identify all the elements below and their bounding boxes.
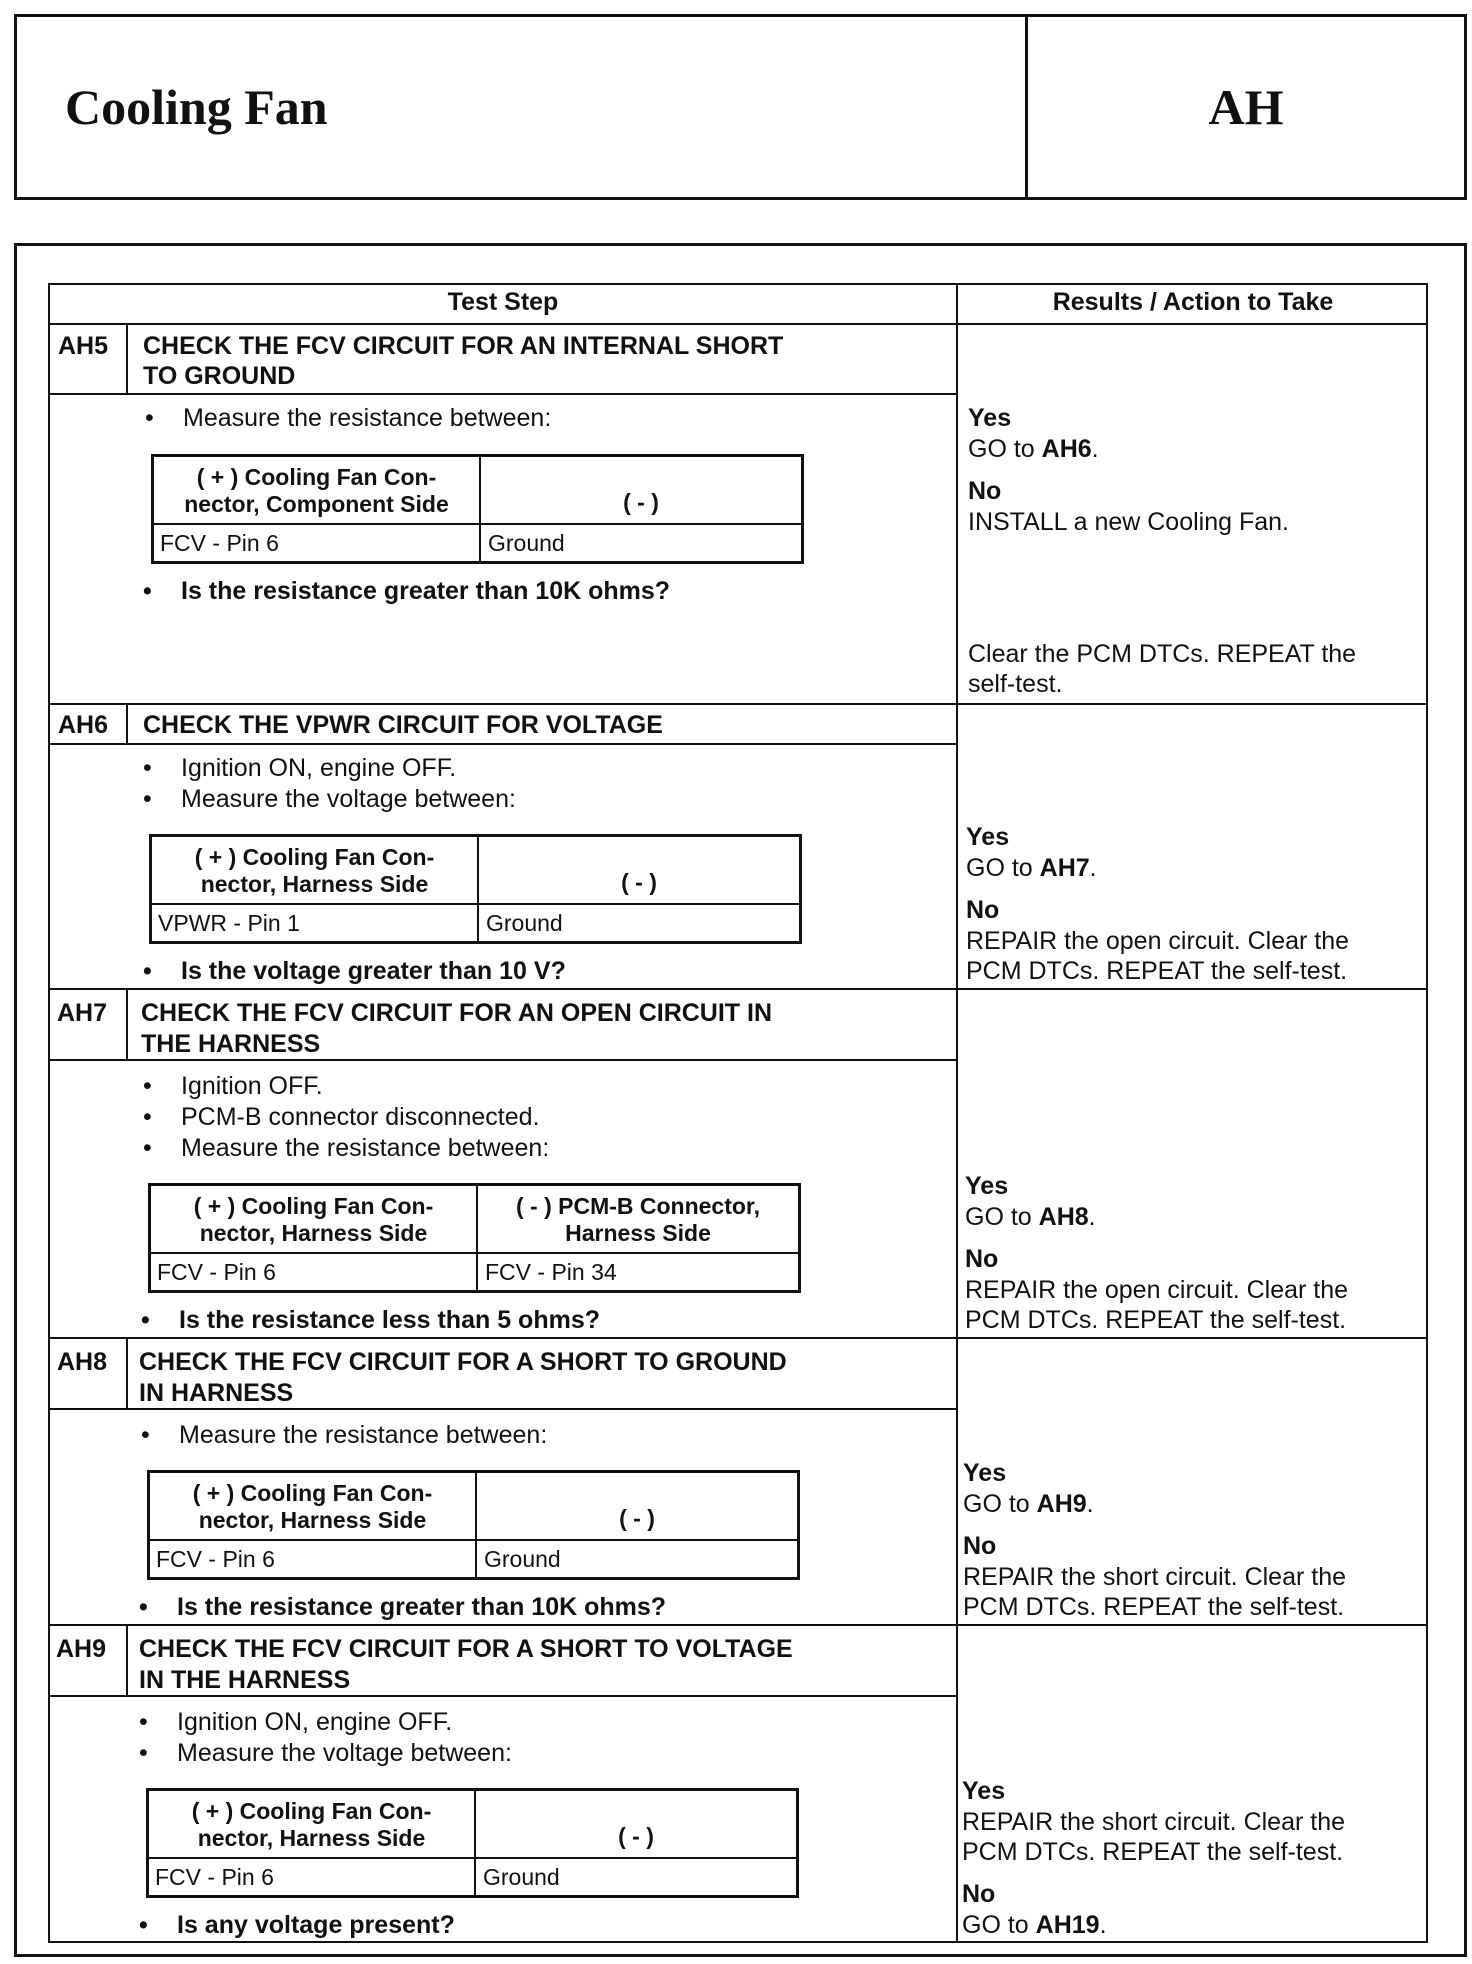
step-id: AH5 <box>58 332 109 360</box>
table-border-left <box>48 283 50 1943</box>
yes-label: Yes <box>966 823 1010 851</box>
step-id: AH6 <box>58 711 109 739</box>
minus-header: ( - ) PCM-B Connector, Harness Side <box>515 1193 761 1246</box>
instruction-item: • Measure the resistance between: <box>141 1421 548 1449</box>
yes-label: Yes <box>962 1777 1006 1805</box>
question-item: • Is any voltage present? <box>139 1911 455 1939</box>
measurement-table <box>147 1470 800 1580</box>
id-column-divider <box>126 988 128 1061</box>
header-row-divider <box>48 323 1428 325</box>
minus-header: ( - ) <box>621 869 657 895</box>
no-label: No <box>968 477 1002 505</box>
minus-value: FCV - Pin 34 <box>485 1259 617 1285</box>
minus-value: Ground <box>483 1864 560 1890</box>
step-title-line: IN HARNESS <box>139 1379 294 1407</box>
no-label: No <box>965 1245 999 1273</box>
step-divider <box>48 1624 1428 1626</box>
step-title-line: CHECK THE FCV CIRCUIT FOR AN OPEN CIRCUIT IN <box>141 999 773 1027</box>
meas-row-divider <box>150 1539 797 1541</box>
yes-action-line: PCM DTCs. REPEAT the self-test. <box>962 1838 1344 1866</box>
step-id: AH9 <box>56 1635 107 1663</box>
step-title-line: CHECK THE FCV CIRCUIT FOR AN INTERNAL SHORT <box>143 332 784 360</box>
minus-value: Ground <box>486 910 563 936</box>
minus-header: ( - ) <box>618 1823 654 1849</box>
minus-value: Ground <box>484 1546 561 1572</box>
step-title-divider <box>48 393 958 395</box>
no-label: No <box>962 1880 996 1908</box>
instruction-item: • Measure the resistance between: <box>143 1134 550 1162</box>
step-title-line: THE HARNESS <box>141 1030 321 1058</box>
instruction-item: • Ignition OFF. <box>143 1072 323 1100</box>
question-item: • Is the resistance greater than 10K ohms? <box>143 577 671 605</box>
plus-value: FCV - Pin 6 <box>157 1259 276 1285</box>
step-title-line: CHECK THE FCV CIRCUIT FOR A SHORT TO VOLTAGE <box>139 1635 793 1663</box>
meas-row-divider <box>154 523 801 525</box>
yes-action: GO to AH8. <box>965 1203 1096 1231</box>
measurement-table <box>149 834 802 944</box>
yes-action-line: REPAIR the short circuit. Clear the <box>962 1808 1346 1836</box>
results-column-divider <box>956 283 958 1943</box>
no-action-line: REPAIR the short circuit. Clear the <box>963 1563 1347 1591</box>
instruction-item: • Ignition ON, engine OFF. <box>143 754 457 782</box>
step-divider <box>48 988 1428 990</box>
no-action-line: PCM DTCs. REPEAT the self-test. <box>963 1593 1345 1621</box>
yes-label: Yes <box>968 404 1012 432</box>
minus-header: ( - ) <box>619 1505 655 1531</box>
no-label: No <box>966 896 1000 924</box>
step-id: AH8 <box>57 1348 108 1376</box>
plus-header: ( + ) Cooling Fan Con- nector, Component Side <box>184 464 449 517</box>
page-header <box>14 14 1467 200</box>
yes-label: Yes <box>963 1459 1007 1487</box>
no-action: GO to AH19. <box>962 1911 1107 1939</box>
result-extra-line: Clear the PCM DTCs. REPEAT the <box>968 640 1357 668</box>
page-title: Cooling Fan <box>65 79 328 135</box>
step-title-divider <box>48 743 958 745</box>
plus-header: ( + ) Cooling Fan Con- nector, Harness Side <box>192 1480 433 1533</box>
id-column-divider <box>126 323 128 395</box>
plus-value: FCV - Pin 6 <box>160 530 279 556</box>
no-label: No <box>963 1532 997 1560</box>
no-action-line: PCM DTCs. REPEAT the self-test. <box>965 1306 1347 1334</box>
instruction-item: • Measure the voltage between: <box>139 1739 512 1767</box>
question-item: • Is the voltage greater than 10 V? <box>143 957 566 985</box>
section-code: AH <box>1208 79 1284 135</box>
measurement-table <box>148 1183 801 1293</box>
step-divider <box>48 1337 1428 1339</box>
plus-header: ( + ) Cooling Fan Con- nector, Harness Side <box>191 1798 432 1851</box>
id-column-divider <box>126 703 128 745</box>
column-header-test-step: Test Step <box>447 288 559 316</box>
meas-row-divider <box>149 1857 796 1859</box>
step-title-line: CHECK THE VPWR CIRCUIT FOR VOLTAGE <box>143 711 663 739</box>
instruction-item: • Measure the resistance between: <box>145 404 552 432</box>
table-border-right <box>1426 283 1428 1943</box>
question-item: • Is the resistance greater than 10K ohms? <box>139 1593 667 1621</box>
instruction-item: • Measure the voltage between: <box>143 785 516 813</box>
plus-value: FCV - Pin 6 <box>156 1546 275 1572</box>
result-extra-line: self-test. <box>968 670 1063 698</box>
yes-action: GO to AH6. <box>968 435 1099 463</box>
minus-header: ( - ) <box>623 489 659 515</box>
step-title-line: IN THE HARNESS <box>139 1666 351 1694</box>
instruction-item: • Ignition ON, engine OFF. <box>139 1708 453 1736</box>
question-item: • Is the resistance less than 5 ohms? <box>141 1306 600 1334</box>
column-header-results: Results / Action to Take <box>1052 288 1334 316</box>
meas-row-divider <box>151 1252 798 1254</box>
table-border-top <box>48 283 1428 285</box>
no-action: INSTALL a new Cooling Fan. <box>968 508 1289 536</box>
step-divider <box>48 703 1428 705</box>
no-action-line: REPAIR the open circuit. Clear the <box>965 1276 1349 1304</box>
step-title-line: CHECK THE FCV CIRCUIT FOR A SHORT TO GROUND <box>139 1348 787 1376</box>
plus-header: ( + ) Cooling Fan Con- nector, Harness Side <box>194 844 435 897</box>
yes-action: GO to AH7. <box>966 854 1097 882</box>
plus-header: ( + ) Cooling Fan Con- nector, Harness Side <box>193 1193 434 1246</box>
id-column-divider <box>126 1624 128 1697</box>
table-border-bottom <box>48 1941 1428 1943</box>
yes-action: GO to AH9. <box>963 1490 1094 1518</box>
plus-value: FCV - Pin 6 <box>155 1864 274 1890</box>
plus-value: VPWR - Pin 1 <box>158 910 300 936</box>
instruction-item: • PCM-B connector disconnected. <box>143 1103 540 1131</box>
measurement-table <box>146 1788 799 1898</box>
id-column-divider <box>126 1337 128 1410</box>
minus-value: Ground <box>488 530 565 556</box>
step-id: AH7 <box>57 999 108 1027</box>
meas-row-divider <box>152 903 799 905</box>
step-title-line: TO GROUND <box>143 362 296 390</box>
yes-label: Yes <box>965 1172 1009 1200</box>
no-action-line: REPAIR the open circuit. Clear the <box>966 927 1350 955</box>
no-action-line: PCM DTCs. REPEAT the self-test. <box>966 957 1348 985</box>
measurement-table <box>151 454 804 564</box>
